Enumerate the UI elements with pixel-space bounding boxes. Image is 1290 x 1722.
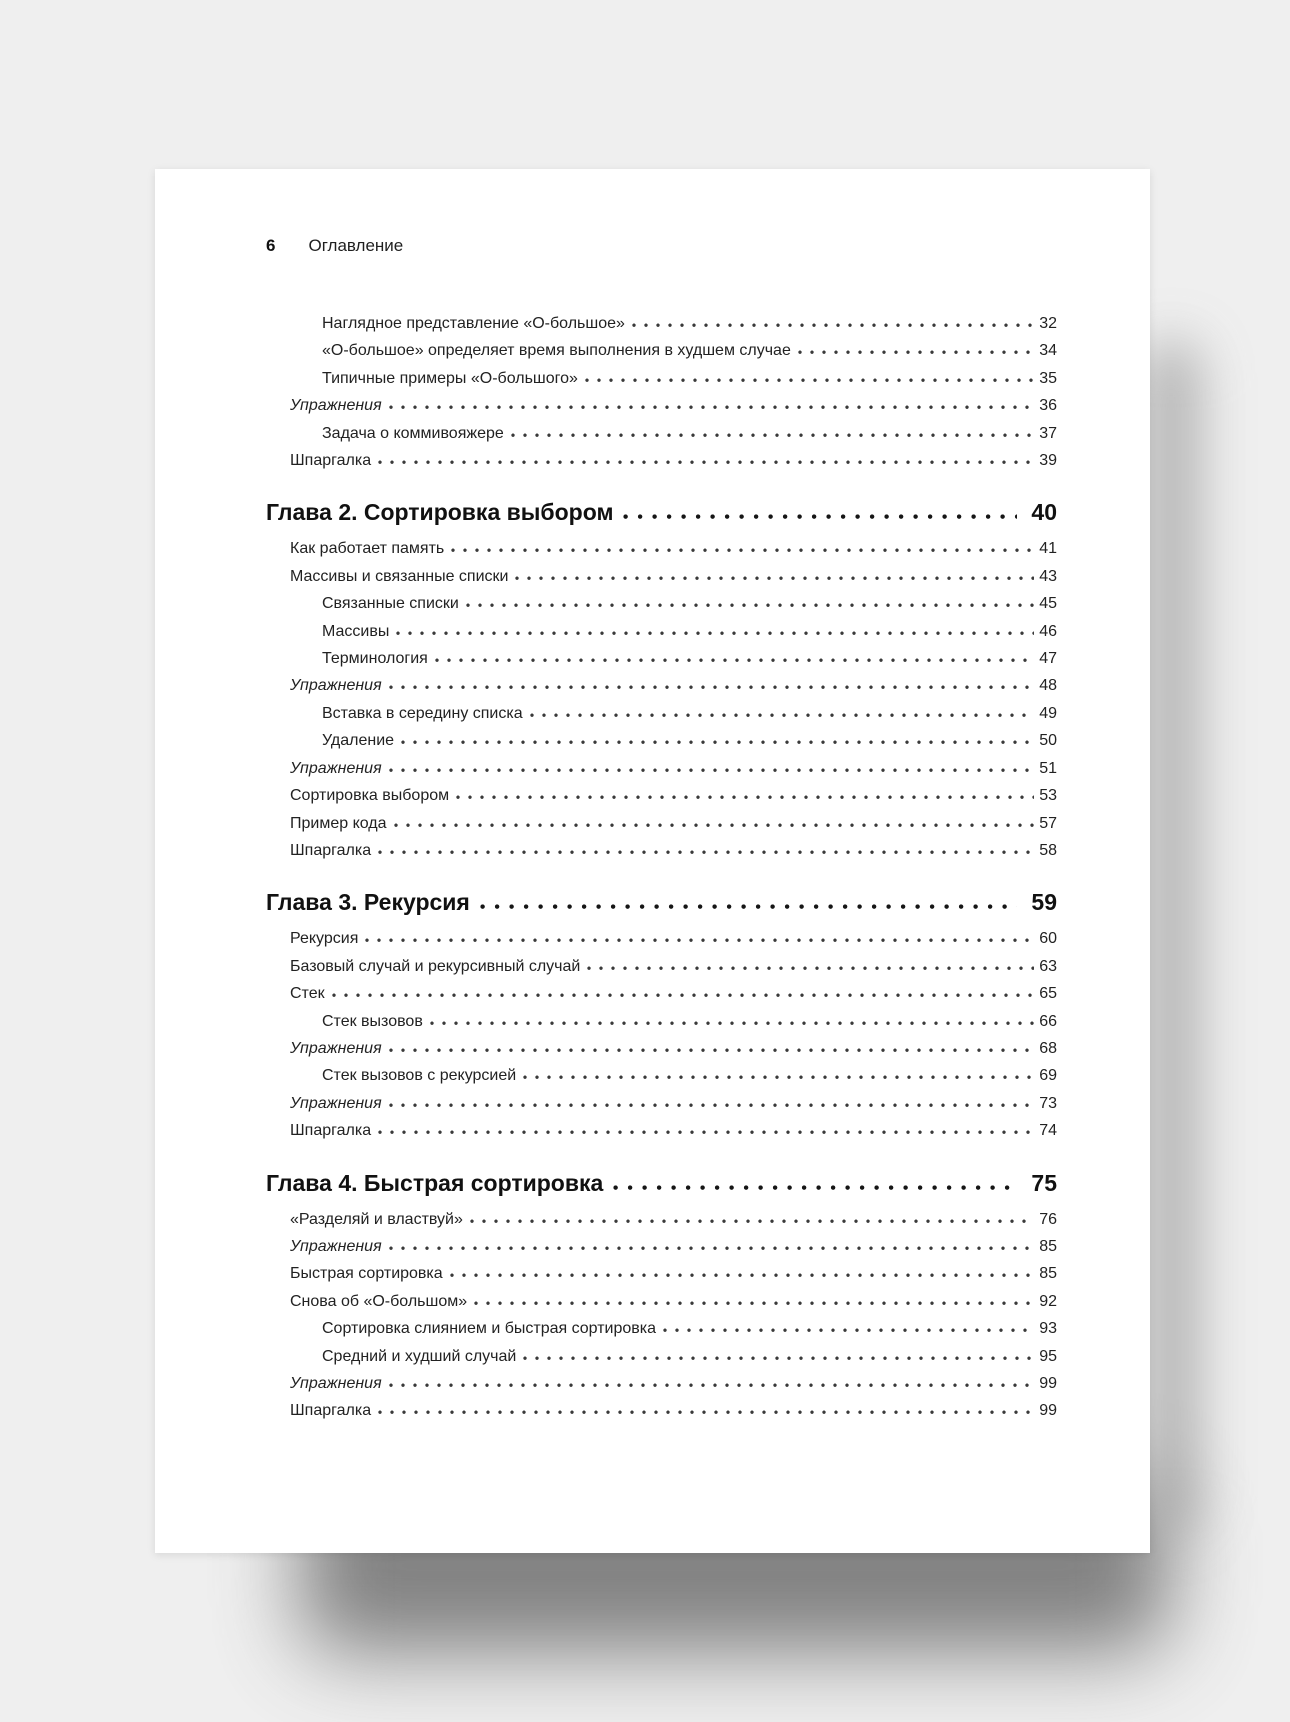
toc-entry <box>266 618 1057 645</box>
running-head-title: Оглавление <box>308 236 404 255</box>
toc-entry <box>266 1062 1057 1089</box>
chapter-page-number: 75 <box>1031 1169 1057 1196</box>
toc-entry <box>266 1315 1057 1342</box>
entry-title: Как работает память <box>290 540 445 558</box>
toc-entry <box>266 1008 1057 1035</box>
chapter-page-number: 59 <box>1031 889 1057 916</box>
entry-page-number: 63 <box>1039 957 1057 975</box>
entry-page-number: 69 <box>1039 1067 1057 1085</box>
dot-leader <box>378 850 1034 855</box>
entry-title: Пример кода <box>290 814 387 832</box>
entry-page-number: 53 <box>1039 787 1057 805</box>
dot-leader <box>632 323 1034 328</box>
entry-page-number: 85 <box>1039 1265 1057 1283</box>
dot-leader <box>466 603 1034 608</box>
dot-leader <box>396 631 1034 636</box>
dot-leader <box>332 993 1035 998</box>
dot-leader <box>456 795 1034 800</box>
toc-entry <box>266 365 1057 392</box>
entry-title: Упражнения <box>290 1237 382 1255</box>
dot-leader <box>470 1219 1034 1224</box>
entry-page-number: 47 <box>1039 650 1057 668</box>
table-of-contents <box>266 310 1057 1425</box>
entry-title: Базовый случай и рекурсивный случай <box>290 957 581 975</box>
dot-leader <box>389 685 1035 690</box>
chapter-title: Глава 3. Рекурсия <box>266 889 470 916</box>
dot-leader <box>585 378 1034 383</box>
toc-entry <box>266 392 1057 419</box>
entry-page-number: 45 <box>1039 595 1057 613</box>
entry-page-number: 39 <box>1039 452 1057 470</box>
dot-leader <box>378 460 1034 465</box>
dot-leader <box>378 1130 1034 1135</box>
toc-entry <box>266 1260 1057 1287</box>
entry-title: Быстрая сортировка <box>290 1265 443 1283</box>
dot-leader <box>435 658 1034 663</box>
toc-chapter-heading <box>266 495 1057 529</box>
dot-leader <box>613 1185 1017 1191</box>
toc-entry <box>266 837 1057 864</box>
dot-leader <box>663 1328 1034 1333</box>
toc-entry <box>266 1343 1057 1370</box>
entry-page-number: 76 <box>1039 1210 1057 1228</box>
entry-page-number: 73 <box>1039 1094 1057 1112</box>
entry-page-number: 92 <box>1039 1292 1057 1310</box>
dot-leader <box>515 576 1034 581</box>
toc-entry <box>266 563 1057 590</box>
entry-page-number: 36 <box>1039 397 1057 415</box>
entry-page-number: 65 <box>1039 985 1057 1003</box>
toc-entry <box>266 1117 1057 1144</box>
entry-page-number: 60 <box>1039 930 1057 948</box>
entry-title: Массивы <box>322 622 390 640</box>
book-page <box>155 169 1150 1553</box>
toc-entry <box>266 1233 1057 1260</box>
toc-entry <box>266 810 1057 837</box>
entry-page-number: 58 <box>1039 841 1057 859</box>
toc-entry <box>266 727 1057 754</box>
toc-entry <box>266 1206 1057 1233</box>
toc-entry <box>266 447 1057 474</box>
chapter-title: Глава 2. Сортировка выбором <box>266 499 614 526</box>
toc-entry <box>266 980 1057 1007</box>
entry-page-number: 43 <box>1039 567 1057 585</box>
entry-title: «О-большое» определяет время выполнения в худшем случае <box>322 342 791 360</box>
toc-entry <box>266 672 1057 699</box>
entry-page-number: 74 <box>1039 1122 1057 1140</box>
dot-leader <box>474 1301 1034 1306</box>
entry-page-number: 35 <box>1039 369 1057 387</box>
entry-page-number: 51 <box>1039 759 1057 777</box>
toc-entry <box>266 1035 1057 1062</box>
toc-entry <box>266 1090 1057 1117</box>
dot-leader <box>389 1103 1035 1108</box>
dot-leader <box>480 904 1018 910</box>
entry-title: Упражнения <box>290 1094 382 1112</box>
entry-title: Снова об «О-большом» <box>290 1292 468 1310</box>
entry-page-number: 50 <box>1039 732 1057 750</box>
chapter-page-number: 40 <box>1031 499 1057 526</box>
entry-page-number: 48 <box>1039 677 1057 695</box>
entry-page-number: 46 <box>1039 622 1057 640</box>
dot-leader <box>430 1021 1034 1026</box>
toc-entry <box>266 645 1057 672</box>
entry-title: Средний и худший случай <box>322 1347 517 1365</box>
entry-page-number: 57 <box>1039 814 1057 832</box>
entry-title: Сортировка слиянием и быстрая сортировка <box>322 1320 657 1338</box>
entry-title: Сортировка выбором <box>290 787 450 805</box>
entry-title: Упражнения <box>290 759 382 777</box>
entry-page-number: 37 <box>1039 424 1057 442</box>
toc-entry <box>266 700 1057 727</box>
chapter-title: Глава 4. Быстрая сортировка <box>266 1169 604 1196</box>
dot-leader <box>587 966 1034 971</box>
dot-leader <box>378 1410 1034 1415</box>
dot-leader <box>511 433 1034 438</box>
entry-page-number: 41 <box>1039 540 1057 558</box>
dot-leader <box>798 350 1034 355</box>
dot-leader <box>389 1246 1035 1251</box>
entry-title: Терминология <box>322 650 428 668</box>
entry-page-number: 95 <box>1039 1347 1057 1365</box>
toc-entry <box>266 1397 1057 1424</box>
entry-page-number: 85 <box>1039 1237 1057 1255</box>
entry-page-number: 32 <box>1039 315 1057 332</box>
toc-entry <box>266 755 1057 782</box>
entry-page-number: 49 <box>1039 704 1057 722</box>
toc-entry <box>266 925 1057 952</box>
entry-title: Типичные примеры «О-большого» <box>322 369 578 387</box>
entry-page-number: 99 <box>1039 1375 1057 1392</box>
dot-leader <box>389 768 1035 773</box>
entry-title: Стек вызовов <box>322 1012 423 1030</box>
dot-leader <box>623 514 1017 520</box>
toc-entry <box>266 782 1057 809</box>
toc-entry <box>266 1288 1057 1315</box>
toc-chapter-heading <box>266 1166 1057 1200</box>
dot-leader <box>365 938 1034 943</box>
dot-leader <box>530 713 1035 718</box>
dot-leader <box>523 1075 1034 1080</box>
dot-leader <box>389 405 1035 410</box>
entry-title: Шпаргалка <box>290 841 372 859</box>
toc-entry <box>266 337 1057 364</box>
entry-title: Шпаргалка <box>290 452 372 470</box>
dot-leader <box>401 740 1034 745</box>
entry-page-number: 66 <box>1039 1012 1057 1030</box>
entry-title: Удаление <box>322 732 395 750</box>
entry-page-number: 99 <box>1039 1402 1057 1420</box>
entry-title: Упражнения <box>290 1039 382 1057</box>
dot-leader <box>389 1048 1035 1053</box>
entry-title: Вставка в середину списка <box>322 704 523 722</box>
toc-entry <box>266 420 1057 447</box>
entry-title: Массивы и связанные списки <box>290 567 509 585</box>
entry-title: Рекурсия <box>290 930 359 948</box>
toc-chapter-heading <box>266 885 1057 919</box>
entry-title: Стек <box>290 985 325 1003</box>
dot-leader <box>394 823 1035 828</box>
entry-title: Шпаргалка <box>290 1402 372 1420</box>
toc-entry <box>266 310 1057 337</box>
page-right-shadow <box>1142 340 1200 1535</box>
dot-leader <box>389 1383 1035 1388</box>
entry-title: «Разделяй и властвуй» <box>290 1210 463 1228</box>
entry-title: Стек вызовов с рекурсией <box>322 1067 517 1085</box>
entry-title: Наглядное представление «О-большое» <box>322 315 625 332</box>
toc-entry <box>266 953 1057 980</box>
page-number: 6 <box>266 236 276 255</box>
entry-title: Упражнения <box>290 1375 382 1392</box>
entry-title: Задача о коммивояжере <box>322 424 504 442</box>
entry-page-number: 93 <box>1039 1320 1057 1338</box>
entry-title: Упражнения <box>290 397 382 415</box>
running-head <box>266 235 403 257</box>
entry-title: Связанные списки <box>322 595 459 613</box>
dot-leader <box>523 1356 1034 1361</box>
dot-leader <box>450 1273 1035 1278</box>
dot-leader <box>451 548 1034 553</box>
toc-entry <box>266 535 1057 562</box>
toc-entry <box>266 1370 1057 1397</box>
entry-page-number: 34 <box>1039 342 1057 360</box>
entry-title: Упражнения <box>290 677 382 695</box>
entry-page-number: 68 <box>1039 1039 1057 1057</box>
toc-entry <box>266 590 1057 617</box>
entry-title: Шпаргалка <box>290 1122 372 1140</box>
